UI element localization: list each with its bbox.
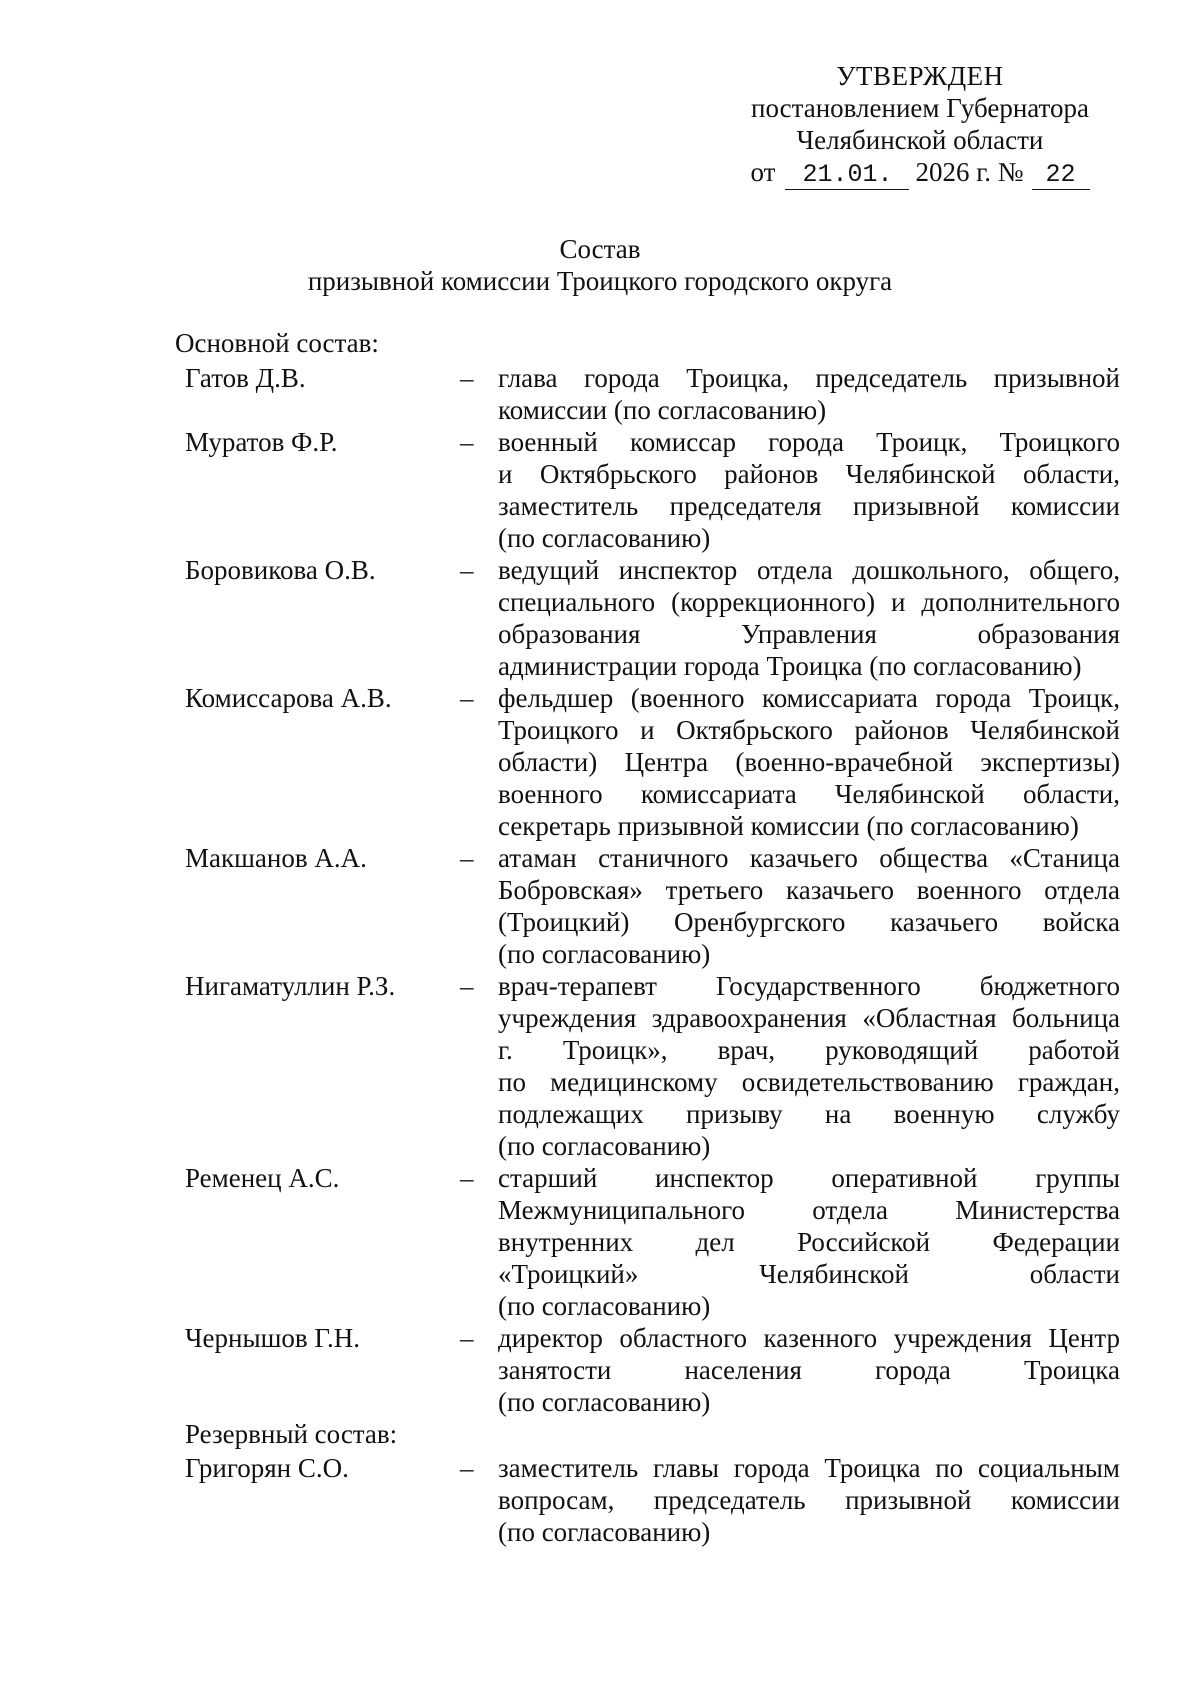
member-name: Гатов Д.В. (185, 363, 306, 393)
member-position (498, 842, 1120, 970)
approval-date-line (700, 156, 1140, 190)
position-line: (по согласованию) (498, 523, 711, 553)
dash-separator: – (460, 1163, 474, 1193)
approval-line-1: постановлением Губернатора (751, 93, 1089, 123)
member-position (498, 554, 1120, 682)
position-line: и Октябрьского районов Челябинской области, (498, 459, 1120, 489)
position-line: Троицкого и Октябрьского районов Челябинской (498, 715, 1120, 745)
decree-number: 22 (1032, 161, 1090, 190)
position-line: (по согласованию) (498, 1291, 711, 1321)
member-position (498, 682, 1120, 842)
approval-block (700, 60, 1140, 190)
member-position (498, 1322, 1120, 1418)
position-line: вопросам, председатель призывной комиссии (498, 1485, 1120, 1515)
position-line: старший инспектор оперативной группы (498, 1163, 1120, 1193)
document-heading (0, 233, 1200, 297)
dash-separator: – (460, 843, 474, 873)
member-name: Нигаматуллин Р.З. (185, 971, 396, 1001)
dash-separator: – (460, 971, 474, 1001)
position-line: фельдшер (военного комиссариата города Троицк, (498, 683, 1120, 713)
dash-separator: – (460, 555, 474, 585)
member-name: Комиссарова А.В. (185, 683, 392, 713)
position-line: (по согласованию) (498, 1517, 711, 1547)
position-line: учреждения здравоохранения «Областная больница (498, 1003, 1120, 1033)
position-line: (по согласованию) (498, 939, 711, 969)
member-position (498, 362, 1120, 426)
position-line: заместитель главы города Троицка по социальным (498, 1453, 1120, 1483)
position-line: специального (коррекционного) и дополнительного (498, 587, 1120, 617)
position-line: (по согласованию) (498, 1131, 711, 1161)
reserve-section-label: Резервный состав: (185, 1419, 398, 1449)
position-line: военного комиссариата Челябинской области, (498, 779, 1120, 809)
position-line: области) Центра (военно-врачебной экспертизы) (498, 747, 1120, 777)
position-line: ведущий инспектор отдела дошкольного, общего, (498, 555, 1120, 585)
dash-separator: – (460, 363, 474, 393)
position-line: директор областного казенного учреждения Центр (498, 1323, 1120, 1353)
position-line: занятости населения города Троицка (498, 1355, 1120, 1385)
approval-title: УТВЕРЖДЕН (836, 61, 1004, 91)
dash-separator: – (460, 427, 474, 457)
position-line: (Троицкий) Оренбургского казачьего войска (498, 907, 1120, 937)
position-line: врач-терапевт Государственного бюджетного (498, 971, 1120, 1001)
position-line: Бобровская» третьего казачьего военного отдела (498, 875, 1120, 905)
position-line: атаман станичного казачьего общества «Станица (498, 843, 1120, 873)
member-position (498, 1162, 1120, 1322)
position-line: внутренних дел Российской Федерации (498, 1227, 1120, 1257)
position-line: «Троицкий» Челябинской области (498, 1259, 1120, 1289)
member-name: Макшанов А.А. (185, 843, 367, 873)
position-line: секретарь призывной комиссии (по согласованию) (498, 811, 1079, 841)
date-prefix: от (750, 157, 776, 187)
member-name: Чернышов Г.Н. (185, 1323, 360, 1353)
position-line: заместитель председателя призывной комиссии (498, 491, 1120, 521)
member-name: Григорян С.О. (185, 1453, 349, 1483)
heading-title: Состав (559, 234, 641, 264)
member-name: Муратов Ф.Р. (185, 427, 338, 457)
position-line: образования Управления образования (498, 619, 1120, 649)
position-line: по медицинскому освидетельствованию граждан, (498, 1067, 1120, 1097)
position-line: комиссии (по согласованию) (498, 395, 827, 425)
member-name: Боровикова О.В. (185, 555, 376, 585)
position-line: администрации города Троицка (по согласованию) (498, 651, 1082, 681)
position-line: военный комиссар города Троицк, Троицкого (498, 427, 1120, 457)
heading-subtitle: призывной комиссии Троицкого городского округа (307, 266, 893, 296)
approval-line-2: Челябинской области (796, 125, 1044, 155)
dash-separator: – (460, 1323, 474, 1353)
member-position (498, 426, 1120, 554)
date-suffix: 2026 г. № (915, 157, 1024, 187)
date-value: 21.01. (785, 161, 909, 190)
member-position (498, 970, 1120, 1162)
position-line: Межмуниципального отдела Министерства (498, 1195, 1120, 1225)
position-line: (по согласованию) (498, 1387, 711, 1417)
dash-separator: – (460, 1453, 474, 1483)
member-name: Ременец А.С. (185, 1163, 340, 1193)
position-line: глава города Троицка, председатель призывной (498, 363, 1120, 393)
main-section-label: Основной состав: (175, 328, 379, 358)
position-line: г. Троицк», врач, руководящий работой (498, 1035, 1120, 1065)
position-line: подлежащих призыву на военную службу (498, 1099, 1120, 1129)
member-position (498, 1452, 1120, 1548)
dash-separator: – (460, 683, 474, 713)
